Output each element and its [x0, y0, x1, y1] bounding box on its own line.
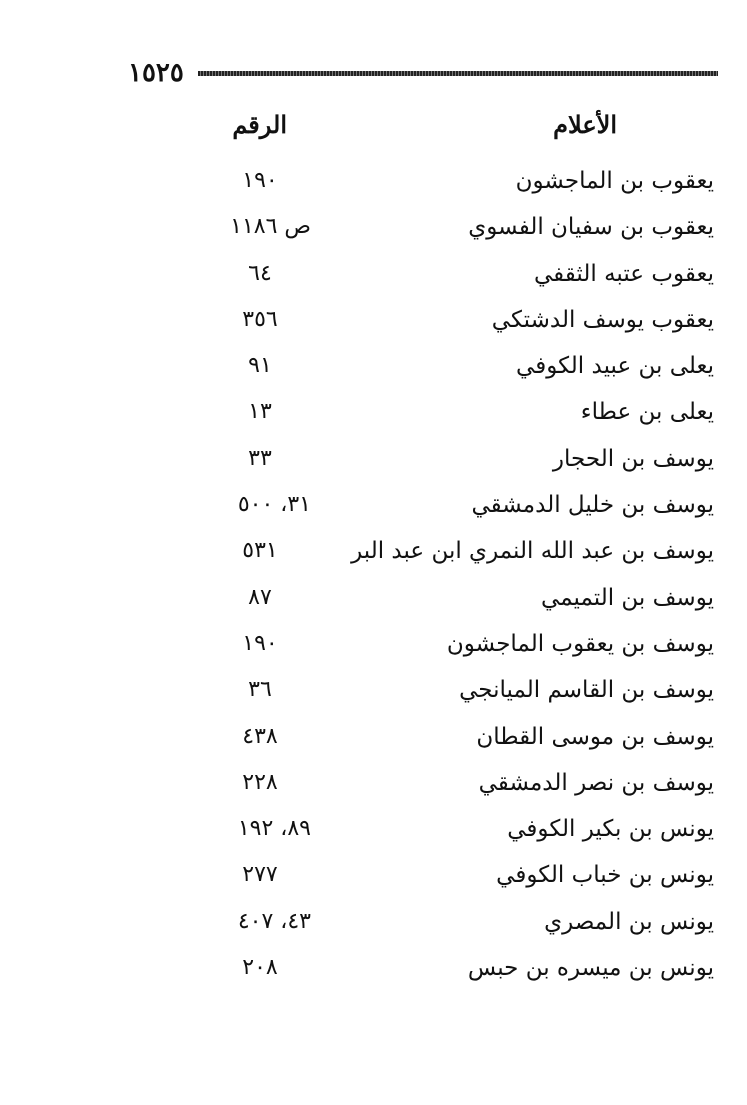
entry-ref: ١٩٠	[242, 168, 278, 193]
entry-ref: ٣٦	[248, 677, 272, 703]
entry-name: يونس بن ميسره بن حبس	[467, 955, 714, 982]
entry-name: يونس بن خباب الكوفي	[496, 862, 714, 889]
index-row	[0, 623, 747, 669]
entry-name: يوسف بن التميمي	[541, 584, 714, 611]
entry-name: يعلى بن عبيد الكوفي	[516, 353, 714, 380]
index-row	[0, 345, 747, 391]
entry-ref: ٨٧	[248, 584, 272, 610]
index-row	[0, 716, 747, 762]
entry-ref: ٥٣١	[242, 538, 278, 564]
entry-name: يوسف بن عبد الله النمري ابن عبد البر	[351, 538, 714, 565]
index-row	[0, 299, 747, 345]
index-row	[0, 808, 747, 854]
entry-ref: ٨٩، ١٩٢	[237, 816, 311, 842]
page-header	[128, 58, 718, 92]
entry-name: يوسف بن نصر الدمشقي	[478, 769, 714, 796]
entry-ref: ١٩٠	[242, 630, 278, 656]
entry-name: يوسف بن القاسم الميانجي	[459, 677, 714, 704]
entry-ref: ٣٥٦	[242, 306, 278, 332]
entry-name: يعقوب بن سفيان الفسوي	[468, 214, 714, 241]
index-row	[0, 901, 747, 947]
entry-ref: ٤٣٨	[242, 723, 278, 749]
entry-name: يونس بن بكير الكوفي	[507, 816, 714, 843]
entry-ref: ٢٠٨	[242, 955, 278, 981]
entry-name: يعقوب يوسف الدشتكي	[491, 306, 714, 333]
index-row	[0, 669, 747, 715]
entry-name: يعقوب بن الماجشون	[515, 168, 714, 194]
index-row	[0, 947, 747, 993]
index-row	[0, 854, 747, 900]
entry-name: يعلى بن عطاء	[580, 399, 714, 426]
header-rule	[198, 71, 718, 76]
entry-ref: ص ١١٨٦	[230, 214, 311, 240]
entry-name: يوسف بن الحجار	[552, 445, 714, 472]
index-row	[0, 206, 747, 252]
entry-name: يوسف بن خليل الدمشقي	[471, 492, 714, 519]
entry-ref: ٤٣، ٤٠٧	[237, 908, 311, 934]
column-headers	[0, 108, 747, 148]
index-row	[0, 484, 747, 530]
names-column-header: الأعلام	[553, 110, 617, 139]
entry-ref: ٩١	[248, 353, 272, 379]
entry-name: يعقوب عتبه الثقفي	[533, 260, 714, 287]
index-row	[0, 391, 747, 437]
entry-ref: ١٣	[248, 399, 272, 425]
entry-ref: ٣٣	[248, 445, 272, 471]
index-row	[0, 438, 747, 484]
entry-ref: ٣١، ٥٠٠	[237, 492, 311, 518]
entry-name: يوسف بن يعقوب الماجشون	[446, 630, 714, 657]
page-number: ١٥٢٥	[128, 58, 184, 88]
index-row	[0, 160, 747, 206]
index-row	[0, 577, 747, 623]
index-entries	[0, 160, 747, 993]
entry-name: يوسف بن موسى القطان	[476, 723, 714, 750]
entry-ref: ٦٤	[248, 260, 272, 286]
entry-name: يونس بن المصري	[544, 908, 714, 935]
number-column-header: الرقم	[232, 110, 287, 139]
entry-ref: ٢٧٧	[242, 862, 278, 888]
index-row	[0, 762, 747, 808]
entry-ref: ٢٢٨	[242, 769, 278, 795]
index-row	[0, 530, 747, 576]
index-row	[0, 253, 747, 299]
